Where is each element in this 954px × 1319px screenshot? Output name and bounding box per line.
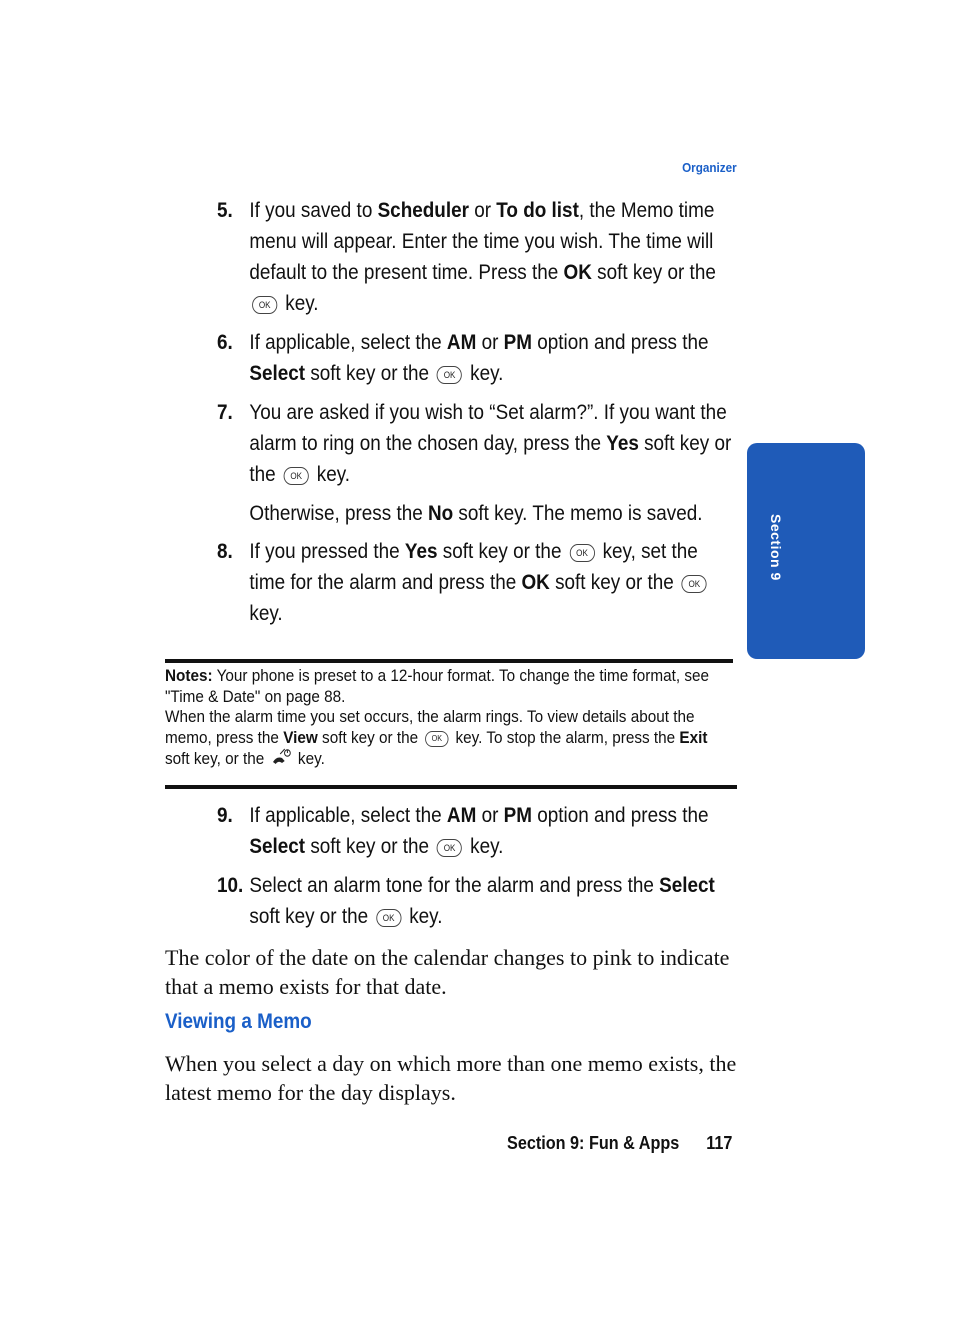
step-7 xyxy=(217,397,732,529)
notes-label: Notes: xyxy=(165,666,213,685)
footer-section: Section 9: Fun & Apps xyxy=(506,1133,679,1153)
section-tab-label: Section 9 xyxy=(768,514,784,581)
ok-key-icon: OK xyxy=(376,909,401,927)
ok-key-icon: OK xyxy=(437,366,462,384)
step-extra-text: Otherwise, press the No soft key. The memo is saved. xyxy=(249,502,703,525)
step-10 xyxy=(217,870,715,932)
ok-key-icon: OK xyxy=(425,731,448,747)
step-text: If you saved to Scheduler or To do list, the Memo time menu will appear. Enter the time you wish. The time will default to the present time. Press the OK soft key or the OK key. xyxy=(249,199,716,315)
viewing-paragraph: When you select a day on which more than one memo exists, the latest memo for the day displays. xyxy=(165,1051,737,1105)
page-number: 117 xyxy=(705,1133,732,1153)
step-number: 6. xyxy=(217,331,233,354)
ok-key-icon: OK xyxy=(569,544,594,562)
step-text: Select an alarm tone for the alarm and press the Select soft key or the OK key. xyxy=(249,874,715,928)
step-number: 7. xyxy=(217,401,233,424)
step-text: If applicable, select the AM or PM option and press the Select soft key or the OK key. xyxy=(249,331,709,385)
end-key-icon xyxy=(271,748,291,766)
calendar-paragraph: The color of the date on the calendar changes to pink to indicate that a memo exists for that date. xyxy=(165,945,730,999)
step-number: 8. xyxy=(217,540,233,563)
ok-key-icon: OK xyxy=(252,296,277,314)
step-text: If you pressed the Yes soft key or the OK key, set the time for the alarm and press the OK soft key or the OK key. xyxy=(249,536,735,629)
notes-top-rule xyxy=(165,659,733,663)
step-8 xyxy=(217,536,701,629)
step-text: You are asked if you wish to “Set alarm?”. If you want the alarm to ring on the chosen day, press the Yes soft key or the OK key. xyxy=(249,401,732,486)
running-header: Organizer xyxy=(682,160,737,175)
page-footer xyxy=(507,1133,732,1154)
ok-key-icon: OK xyxy=(437,839,462,857)
step-number: 9. xyxy=(217,804,233,827)
step-number: 10. xyxy=(217,874,244,897)
section-subheading: Viewing a Memo xyxy=(165,1010,312,1033)
step-9 xyxy=(217,800,709,862)
ok-key-icon: OK xyxy=(284,467,309,485)
notes-box: Notes: Your phone is preset to a 12-hour format. To change the time format, see "Time & Date" on page 88. When the alarm time you set occurs, the alarm rings. To view details about the memo, press the View soft key or the OK key. To stop the alarm, press the Exit soft key, or the key. xyxy=(165,666,710,768)
ok-key-icon: OK xyxy=(682,575,707,593)
section-tab xyxy=(747,443,865,659)
step-text: If applicable, select the AM or PM option and press the Select soft key or the OK key. xyxy=(249,804,709,858)
step-number: 5. xyxy=(217,199,233,222)
notes-bottom-rule xyxy=(165,785,737,789)
step-5 xyxy=(217,195,716,319)
step-6 xyxy=(217,327,709,389)
